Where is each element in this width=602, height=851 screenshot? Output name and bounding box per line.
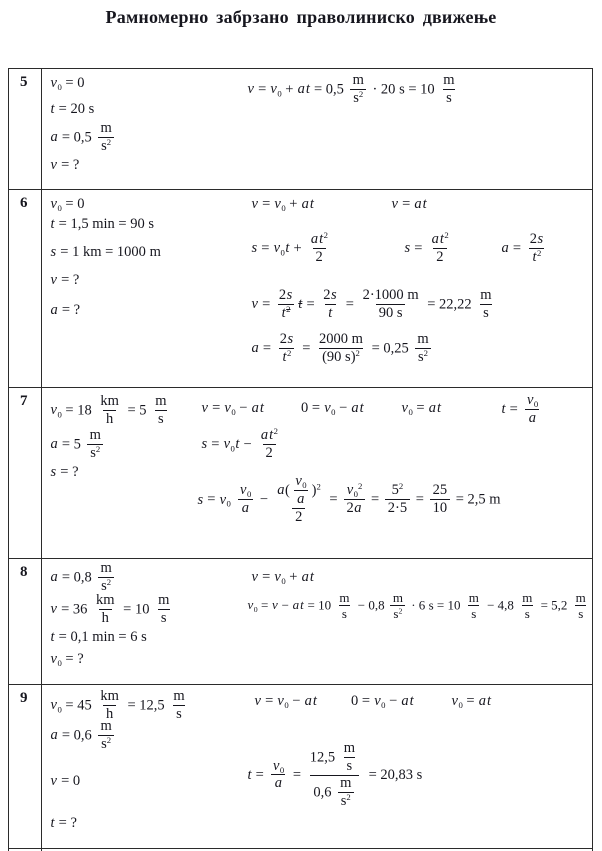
formula: a = ? xyxy=(50,302,81,318)
formula: $s = v_0t$ − $\frac{at^2}{2}$ xyxy=(201,426,278,461)
formula: $v_0$ = ? xyxy=(50,651,84,669)
formula: v = ? xyxy=(50,272,80,288)
formula: a = 0,6 $\frac{m}{s^2}$ xyxy=(50,719,117,753)
problem-number: 6 xyxy=(9,190,42,387)
problem-row xyxy=(9,559,592,685)
problem-row xyxy=(9,190,592,388)
formula: $v = v_0$ + at = 0,5 $\frac{m}{s^2}$ · 20 s = 10 $\frac{m}{s}$ xyxy=(247,72,455,106)
formula: a = $\frac{2s}{t^2}$ xyxy=(501,231,544,265)
formula: $v_0 = 45$ $\frac{km}{h}$ = 12,5 $\frac{m}{s}$ xyxy=(50,688,185,722)
problem-content xyxy=(42,190,592,387)
formula: $v_0 = 18$ $\frac{km}{h}$ = 5 $\frac{m}{s}$ xyxy=(50,393,167,427)
formula: v = 36 $\frac{km}{h}$ = 10 $\frac{m}{s}$ xyxy=(50,592,170,626)
formula: t = 0,1 min = 6 s xyxy=(50,629,147,645)
formula: $v_0 = 0$ xyxy=(50,75,85,93)
formula: $v = v_0$ + at xyxy=(251,569,314,587)
problem-number: 9 xyxy=(9,685,42,848)
formula: $v = v_0$ − at xyxy=(201,400,264,418)
formula: v = 0 xyxy=(50,773,81,789)
formula: $v_0 = v$ − at = 10 $\frac{m}{s}$ − 0,8 $\frac{m}{s^2}$ · 6 s = 10 $\frac{m}{s}$ − 4,8 $\frac{m}{s}$ = 5,2 $\frac{m}{s}$ xyxy=(247,590,586,622)
formula: a = 0,5 $\frac{m}{s^2}$ xyxy=(50,121,117,155)
formula: s = $\frac{at^2}{2}$ xyxy=(404,230,449,265)
formula: v = ? xyxy=(50,157,80,173)
formula: v = $\frac{2s}{t^2}$ t = $\frac{2s}{t}$ = $\frac{2\cdot 1000 m}{90 s}$ = 22,22 $\frac{m}{s}$ xyxy=(251,287,492,321)
formula: t = 20 s xyxy=(50,101,95,117)
formula: $0 = v_0$ − at xyxy=(301,400,364,418)
formula: t = $\frac{v_0}{a}$ xyxy=(501,392,539,426)
formula: v = at xyxy=(391,196,427,212)
problem-row xyxy=(9,685,592,849)
formula: $s = v_0$ $\frac{v_0}{a}$ − a( $\frac{v_0}{a}$ )$^2$ 2 = $\frac{v_0^2}{2a}$ = $\frac{5^2}{2\cdot 5}$ = $\frac{25}{10}$ = 2,5 m xyxy=(197,473,501,526)
formula: s = 1 km = 1000 m xyxy=(50,244,161,260)
problem-number: 8 xyxy=(9,559,42,684)
formula: $v_0 = 0$ xyxy=(50,196,85,214)
problem-number: 7 xyxy=(9,388,42,558)
page-title: Рамномерно забрзано праволиниско движење xyxy=(105,7,497,27)
formula: a = $\frac{2s}{t^2}$ = $\frac{2000 m}{(90 s)^2}$ = 0,25 $\frac{m}{s^2}$ xyxy=(251,332,434,366)
formula: $v = v_0$ + at xyxy=(251,196,314,214)
formula: t = 1,5 min = 90 s xyxy=(50,216,154,232)
problem-content xyxy=(42,388,592,558)
formula: a = 0,8 $\frac{m}{s^2}$ xyxy=(50,561,117,595)
formula: t = ? xyxy=(50,815,77,831)
formula: $v_0$ = at xyxy=(401,400,441,418)
problem-number: 5 xyxy=(9,69,42,189)
problem-content xyxy=(42,685,592,848)
formula: $v_0$ = at xyxy=(451,693,491,711)
problem-content xyxy=(42,69,592,189)
formula: $s = v_0t$ + $\frac{at^2}{2}$ xyxy=(251,230,328,265)
problem-row xyxy=(9,69,592,190)
problem-row xyxy=(9,388,592,559)
problem-content xyxy=(42,559,592,684)
problems-table xyxy=(8,68,593,851)
formula: $0 = v_0$ − at xyxy=(351,693,414,711)
formula: t = $\frac{v_0}{a}$ = 12,5 $\frac{m}{s}$ 0,6 $\frac{m}{s^2}$ = 20,83 s xyxy=(247,740,423,809)
formula: a = 5 $\frac{m}{s^2}$ xyxy=(50,428,106,462)
formula: $v = v_0$ − at xyxy=(254,693,317,711)
formula: s = ? xyxy=(50,464,79,480)
